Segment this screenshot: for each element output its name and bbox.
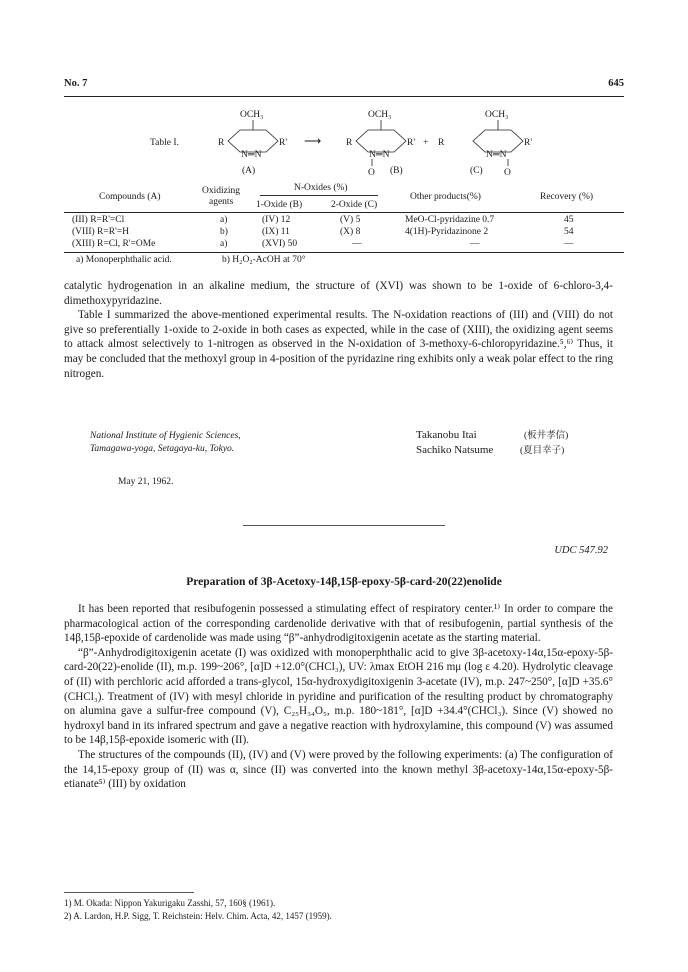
row-agent: a) — [220, 215, 228, 225]
col-recovery: Recovery (%) — [540, 192, 594, 202]
page-number: 645 — [608, 78, 624, 89]
row-1oxide: (XVI) 50 — [262, 239, 298, 249]
rprime-b: R' — [407, 138, 416, 148]
reaction-scheme — [150, 108, 590, 178]
col-compounds: Compounds (A) — [99, 192, 161, 202]
paragraph: catalytic hydrogenation in an alkaline medium, the structure of (XVI) was shown to be 1-oxide of 6-chloro-3,4-dimethoxypyridazine. — [64, 280, 613, 307]
row-recovery: — — [564, 239, 574, 249]
article-title: Preparation of 3β-Acetoxy-14β,15β-epoxy-5β-card-20(22)enolide — [186, 576, 502, 588]
row-other: MeO-Cl-pyridazine 0.7 — [405, 215, 495, 225]
row-compound: (XIII) R=Cl, R'=OMe — [72, 239, 156, 249]
header-rule — [64, 96, 624, 97]
reference-item: 2) A. Lardon, H.P. Sigg, T. Reichstein: Helv. Chim. Acta, 42, 1457 (1959). — [64, 911, 332, 921]
row-agent: b) — [220, 227, 228, 237]
col-oxidizing: Oxidizing — [202, 186, 240, 196]
row-other: — — [470, 239, 480, 249]
r-a: R — [218, 138, 225, 148]
author-kanji: (板井孝信) — [524, 431, 569, 441]
affiliation-line: National Institute of Hygienic Sciences, — [90, 431, 241, 441]
row-recovery: 54 — [564, 227, 574, 237]
plus-sign: + — [423, 138, 429, 148]
author-kanji: (夏目幸子) — [520, 446, 565, 456]
nn-b: N═N — [369, 150, 390, 160]
rprime-a: R' — [279, 138, 288, 148]
row-compound: (III) R=R'=Cl — [72, 215, 125, 225]
reference-item: 1) M. Okada: Nippon Yakurigaku Zasshi, 57, 160§ (1961). — [64, 898, 276, 908]
paragraph: The structures of the compounds (II), (IV) and (V) were proved by the following experiments: (a) The configuration of the 14,15-epoxy group of (II) was α, since (II) was converted into the known methyl 3β-acetoxy-14α,15α-epoxy-5β-etianate⁵⁾ (III) by oxidation — [64, 748, 613, 791]
col-1oxide: 1-Oxide (B) — [256, 200, 303, 210]
reaction-arrow: ⟶ — [304, 134, 322, 148]
col-noxides: N-Oxides (%) — [294, 183, 348, 193]
author-name: Takanobu Itai — [416, 429, 477, 441]
author-name: Sachiko Natsume — [416, 444, 494, 456]
row-other: 4(1H)-Pyridazinone 2 — [405, 227, 489, 237]
footnote-rule — [64, 892, 194, 893]
o-c: O — [504, 168, 511, 178]
r-c: R — [438, 138, 445, 148]
row-recovery: 45 — [564, 215, 574, 225]
col-other: Other products(%) — [410, 192, 481, 202]
row-1oxide: (IV) 12 — [262, 215, 291, 225]
footnote-b: b) H₂O₂-AcOH at 70° — [222, 255, 306, 265]
row-compound: (VIII) R=R'=H — [72, 227, 130, 237]
row-agent: a) — [220, 239, 228, 249]
label-a: (A) — [242, 166, 256, 176]
received-date: May 21, 1962. — [118, 477, 174, 487]
label-c: (C) — [470, 166, 483, 176]
o-b: O — [368, 168, 375, 178]
row-2oxide: (X) 8 — [340, 227, 361, 237]
section-divider — [243, 525, 445, 526]
paragraph: “β”-Anhydrodigitoxigenin acetate (I) was oxidized with monoperphthalic acid to give 3β-acetoxy-14α,15α-epoxy-5β-card-20(22)-enolide (II), m.p. 199~206°, [α]D +12.0°(CHCl₃), UV: λmax EtOH 216 mμ (log ε 4.20). Hydrolytic cleavage of (II) with perchloric acid afforded a trans-glycol, 15α-hydroxydigitoxigenin 3-acetate (IV), m.p. 247~250°, [α]D +35.6°(CHCl₃). Treatment of (IV) with mesyl chloride in pyridine and purification of the resulting product by chromatography on alumina gave a sulfur-free compound (V), C₂₅H₃₄O₅, m.p. 180~181°, [α]D +34.4°(CHCl₃). Since (V) showed no hydroxyl band in its infrared spectrum and gave a negative reaction with hydroxylamine, this compound (V) was assumed to be 14β,15β-epoxide isomeric with (II). — [64, 646, 613, 747]
col-2oxide: 2-Oxide (C) — [331, 200, 378, 210]
label-b: (B) — [390, 166, 403, 176]
table-label: Table I. — [150, 138, 179, 148]
article-text-2 — [64, 602, 613, 792]
rprime-c: R' — [524, 138, 533, 148]
footnote-a: a) Monoperphthalic acid. — [76, 255, 172, 265]
ome-b: OCH₃ — [368, 110, 392, 120]
journal-issue: No. 7 — [64, 78, 88, 89]
col-agents: agents — [209, 197, 234, 207]
paragraph: Table I summarized the above-mentioned experimental results. The N-oxidation reactions of (III) and (VIII) do not give so preferentially 1-oxide to 2-oxide in both cases as expected, while in the case of (XIII), the oxidizing agent seems to attack almost selectively to 1-nitrogen as observed in the N-oxidation of 3-methoxy-6-chloropyridazine.⁵,⁶⁾ Thus, it may be concluded that the methoxyl group in 4-position of the pyridazine ring exhibits only a weak polar effect to the ring nitrogen. — [64, 309, 613, 380]
row-2oxide: — — [352, 239, 362, 249]
paragraph: It has been reported that resibufogenin possessed a stimulating effect of respiratory center.¹⁾ In order to compare the pharmacological action of the corresponding cardenolide derivative with that of resibufogenin, partial synthesis of the 14β,15β-epoxide of cardenolide was made using “β”-anhydrodigitoxigenin acetate as the starting material. — [64, 603, 613, 645]
nn-c: N═N — [486, 150, 507, 160]
affiliation-line: Tamagawa-yoga, Setagaya-ku, Tokyo. — [90, 444, 235, 454]
ome-c: OCH₃ — [485, 110, 509, 120]
ome-a: OCH₃ — [240, 110, 264, 120]
udc-code: UDC 547.92 — [554, 545, 608, 556]
row-2oxide: (V) 5 — [340, 215, 361, 225]
references — [64, 897, 332, 923]
row-1oxide: (IX) 11 — [262, 227, 290, 237]
nn-a: N═N — [241, 150, 262, 160]
r-b: R — [346, 138, 353, 148]
article-text-1 — [64, 279, 613, 381]
